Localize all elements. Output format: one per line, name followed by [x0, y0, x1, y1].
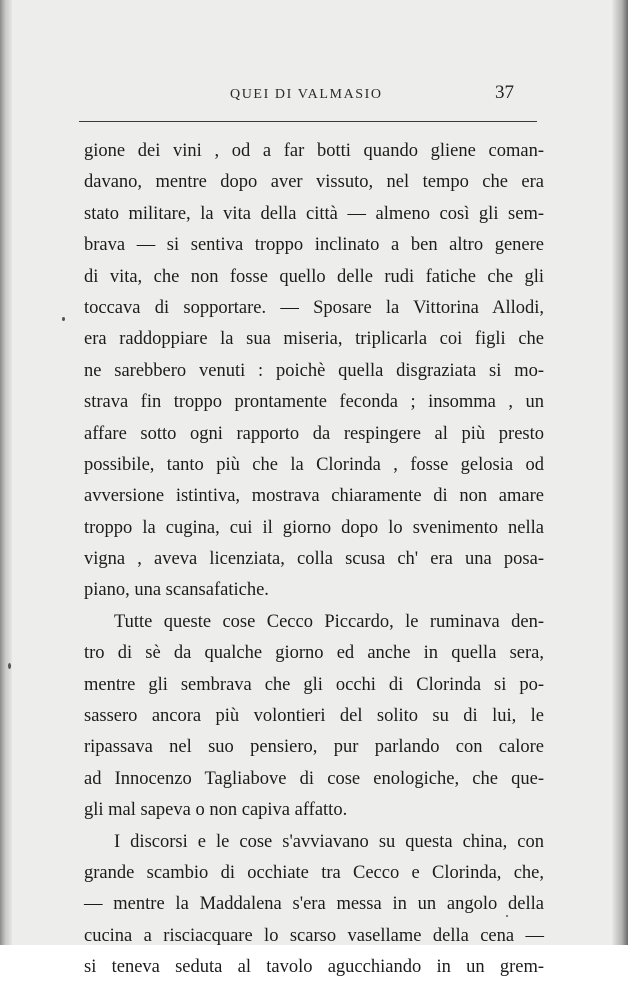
text-line: — mentre la Maddalena s'era messa in un angolo della [84, 894, 544, 915]
body-text [84, 136, 544, 984]
text-line: vigna , aveva licenziata, colla scusa ch' era una posa- [84, 549, 544, 570]
text-line: toccava di sopportare. — Sposare la Vittorina Allodi, [84, 297, 544, 318]
text-line: ne sarebbero venuti : poichè quella disgraziata si mo- [84, 360, 544, 381]
text-line: cucina a risciacquare lo scarso vasellame della cena — [84, 925, 544, 946]
text-line: brava — si sentiva troppo inclinato a ben altro genere [84, 235, 544, 256]
page-header [75, 82, 535, 126]
text-line: troppo la cugina, cui il giorno dopo lo svenimento nella [84, 517, 544, 538]
text-line: grande scambio di occhiate tra Cecco e Clorinda, che, [84, 862, 544, 883]
paper-speck [506, 915, 508, 917]
text-line: stato militare, la vita della città — almeno così gli sem- [84, 203, 544, 224]
text-line: ripassava nel suo pensiero, pur parlando con calore [84, 737, 544, 758]
paper-speck [62, 317, 65, 321]
page-number: 37 [495, 82, 514, 103]
text-line: si teneva seduta al tavolo agucchiando in un grem- [84, 957, 544, 978]
text-line: mentre gli sembrava che gli occhi di Clorinda si po- [84, 674, 544, 695]
text-line: avversione istintiva, mostrava chiaramente di non amare [84, 486, 544, 507]
text-line: era raddoppiare la sua miseria, triplicarla coi figli che [84, 329, 544, 350]
paragraph-end-line: piano, una scansafatiche. [84, 580, 269, 601]
text-line: davano, mentre dopo aver vissuto, nel tempo che era [84, 172, 544, 193]
paper-speck [8, 663, 11, 669]
page-right-edge-shadow [612, 0, 628, 945]
paragraph-start-line: Tutte queste cose Cecco Piccardo, le ruminava den- [114, 611, 544, 632]
header-rule [79, 121, 537, 122]
paragraph-start-line: I discorsi e le cose s'avviavano su questa china, con [114, 831, 544, 852]
text-line: affare sotto ogni rapporto da respingere al più presto [84, 423, 544, 444]
paragraph-end-line: gli mal sapeva o non capiva affatto. [84, 800, 348, 821]
running-title: QUEI DI VALMASIO [230, 87, 383, 102]
page-left-edge-shadow [0, 0, 12, 945]
text-line: ad Innocenzo Tagliabove di cose enologiche, che que- [84, 768, 544, 789]
text-line: possibile, tanto più che la Clorinda , fosse gelosia od [84, 454, 544, 475]
text-line: sassero ancora più volontieri del solito su di lui, le [84, 706, 544, 727]
text-line: strava fin troppo prontamente feconda ; insomma , un [84, 392, 544, 413]
text-line: di vita, che non fosse quello delle rudi fatiche che gli [84, 266, 544, 287]
text-line: tro di sè da qualche giorno ed anche in quella sera, [84, 643, 544, 664]
text-line: gione dei vini , od a far botti quando gliene coman- [84, 141, 544, 161]
